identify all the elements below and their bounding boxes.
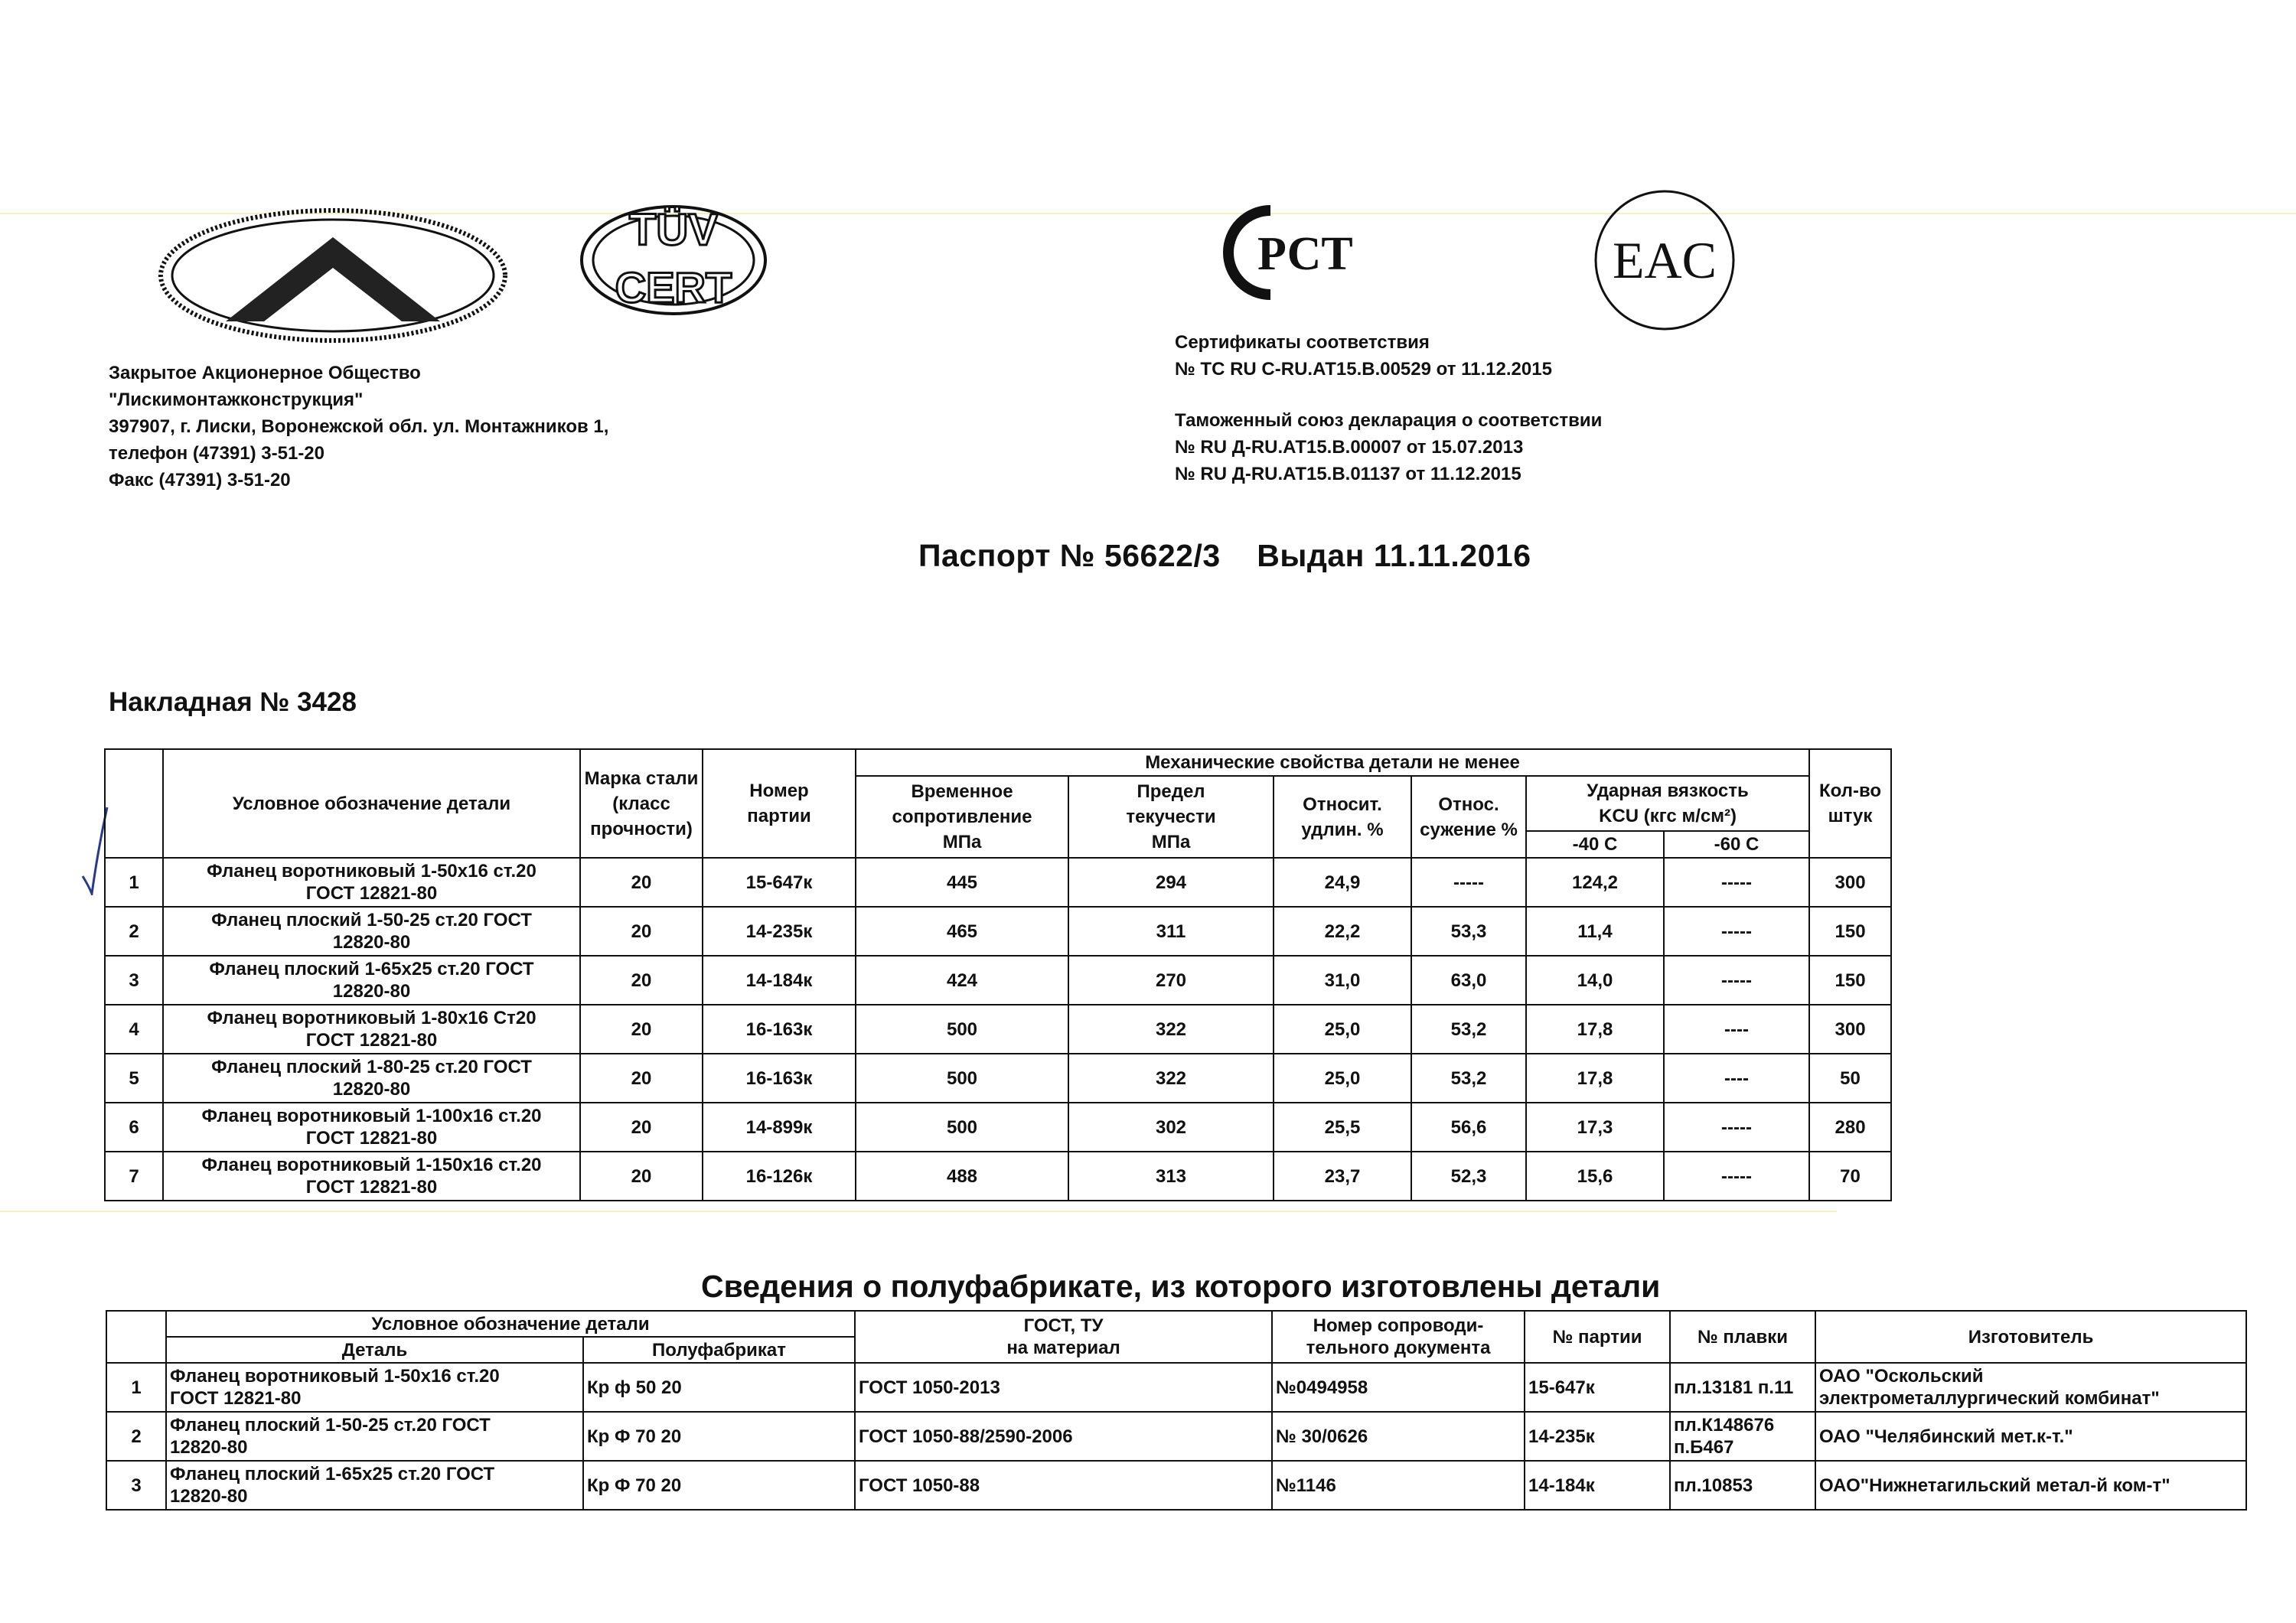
- row-impact-60: -----: [1664, 1103, 1809, 1152]
- company-info: [109, 360, 608, 494]
- row-reduction: 53,2: [1411, 1054, 1526, 1103]
- company-line: телефон (47391) 3-51-20: [109, 443, 325, 464]
- row-batch: 14-184к: [703, 956, 856, 1005]
- row-yield: 322: [1068, 1005, 1274, 1054]
- header-gost: [855, 1311, 1272, 1363]
- row-number: 4: [105, 1005, 163, 1054]
- cert-line: № RU Д-RU.АТ15.В.00007 от 15.07.2013: [1175, 437, 1524, 458]
- row-designation: [163, 1005, 580, 1054]
- row-quantity: 150: [1809, 907, 1891, 956]
- row-batch: 16-126к: [703, 1152, 856, 1201]
- row-designation-line: Фланец воротниковый 1-100х16 ст.20: [201, 1106, 542, 1126]
- header-steel: Марка стали (класс прочности): [580, 749, 703, 858]
- row-impact-60: ----: [1664, 1005, 1809, 1054]
- row-gost: ГОСТ 1050-88/2590-2006: [855, 1412, 1272, 1461]
- row-number: 1: [105, 858, 163, 907]
- row-melt-line: п.Б467: [1674, 1437, 1734, 1458]
- row-quantity: 300: [1809, 1005, 1891, 1054]
- row-quantity: 70: [1809, 1152, 1891, 1201]
- row-elongation: 25,5: [1274, 1103, 1411, 1152]
- row-designation-line: Фланец плоский 1-50-25 ст.20 ГОСТ: [211, 910, 532, 930]
- row-elongation: 24,9: [1274, 858, 1411, 907]
- rst-logo: [1213, 199, 1366, 306]
- eac-text: EAC: [1613, 231, 1717, 289]
- row-maker-line: электрометаллургический комбинат": [1819, 1388, 2160, 1409]
- row-yield: 322: [1068, 1054, 1274, 1103]
- header-semi: Полуфабрикат: [583, 1337, 855, 1363]
- header-batch: № партии: [1525, 1311, 1670, 1363]
- row-yield: 270: [1068, 956, 1274, 1005]
- row-detail-line: 12820-80: [170, 1486, 248, 1507]
- semi-product-table: [106, 1310, 2247, 1511]
- tuv-cert-logo: [578, 180, 769, 321]
- header-document: [1272, 1311, 1525, 1363]
- row-batch: 14-235к: [703, 907, 856, 956]
- row-designation-line: ГОСТ 12821-80: [305, 1030, 438, 1051]
- company-line: Факс (47391) 3-51-20: [109, 470, 291, 490]
- row-designation-line: ГОСТ 12821-80: [305, 1177, 438, 1198]
- row-designation-line: 12820-80: [332, 1079, 411, 1100]
- row-tensile: 465: [856, 907, 1068, 956]
- row-elongation: 25,0: [1274, 1054, 1411, 1103]
- row-maker: [1815, 1363, 2246, 1412]
- row-impact-40: 15,6: [1526, 1152, 1664, 1201]
- row-elongation: 25,0: [1274, 1005, 1411, 1054]
- table-row: [106, 1461, 2246, 1510]
- table-row: [105, 1103, 1891, 1152]
- table-row: [105, 1152, 1891, 1201]
- row-document: № 30/0626: [1272, 1412, 1525, 1461]
- row-melt: [1670, 1412, 1815, 1461]
- row-batch: 14-899к: [703, 1103, 856, 1152]
- row-designation: [163, 956, 580, 1005]
- header-number: [105, 749, 163, 858]
- header-batch: Номер партии: [703, 749, 856, 858]
- row-impact-40: 17,8: [1526, 1005, 1664, 1054]
- row-designation-line: Фланец воротниковый 1-150х16 ст.20: [201, 1155, 542, 1175]
- header-designation: Условное обозначение детали: [166, 1311, 855, 1337]
- row-tensile: 424: [856, 956, 1068, 1005]
- row-number: 2: [106, 1412, 166, 1461]
- logo-bar: [0, 172, 2296, 325]
- row-document: №0494958: [1272, 1363, 1525, 1412]
- row-number: 1: [106, 1363, 166, 1412]
- row-steel: 20: [580, 1103, 703, 1152]
- row-steel: 20: [580, 1152, 703, 1201]
- header-tensile: Временное сопротивление МПа: [856, 776, 1068, 858]
- row-detail-line: Фланец плоский 1-50-25 ст.20 ГОСТ: [170, 1415, 491, 1436]
- row-designation: [163, 858, 580, 907]
- row-maker-line: ОАО "Оскольский: [1819, 1366, 1984, 1387]
- row-steel: 20: [580, 956, 703, 1005]
- company-line: Закрытое Акционерное Общество: [109, 363, 421, 383]
- row-tensile: 445: [856, 858, 1068, 907]
- header-detail: Деталь: [166, 1337, 583, 1363]
- header-number: [106, 1311, 166, 1363]
- row-designation: [163, 1103, 580, 1152]
- header-t60: -60 С: [1664, 831, 1809, 858]
- passport-title: Паспорт № 56622/3 Выдан 11.11.2016: [918, 538, 1531, 573]
- row-semi-product: Кр Ф 70 20: [583, 1412, 855, 1461]
- row-batch: 14-184к: [1525, 1461, 1670, 1510]
- row-maker: ОАО "Челябинский мет.к-т.": [1815, 1412, 2246, 1461]
- row-tensile: 488: [856, 1152, 1068, 1201]
- rst-text: РСТ: [1257, 228, 1353, 280]
- row-gost: ГОСТ 1050-2013: [855, 1363, 1272, 1412]
- row-impact-40: 17,8: [1526, 1054, 1664, 1103]
- header-designation: Условное обозначение детали: [163, 749, 580, 858]
- row-reduction: 56,6: [1411, 1103, 1526, 1152]
- row-batch: 15-647к: [703, 858, 856, 907]
- row-reduction: 53,2: [1411, 1005, 1526, 1054]
- table-row: [105, 1005, 1891, 1054]
- cert-line: № RU Д-RU.АТ15.В.01137 от 11.12.2015: [1175, 464, 1521, 484]
- row-batch: 15-647к: [1525, 1363, 1670, 1412]
- row-designation-line: Фланец плоский 1-80-25 ст.20 ГОСТ: [211, 1057, 532, 1077]
- company-line: 397907, г. Лиски, Воронежской обл. ул. Монтажников 1,: [109, 416, 609, 437]
- row-reduction: 53,3: [1411, 907, 1526, 956]
- cert-line: Сертификаты соответствия: [1175, 332, 1430, 353]
- table-row: [106, 1363, 2246, 1412]
- company-logo: [157, 207, 509, 344]
- scan-line: [0, 1211, 1837, 1212]
- header-qty: Кол-во штук: [1809, 749, 1891, 858]
- row-designation-line: ГОСТ 12821-80: [305, 883, 438, 904]
- row-designation: [163, 907, 580, 956]
- row-quantity: 150: [1809, 956, 1891, 1005]
- row-semi-product: Кр Ф 70 20: [583, 1461, 855, 1510]
- row-number: 5: [105, 1054, 163, 1103]
- row-impact-40: 124,2: [1526, 858, 1664, 907]
- row-document: №1146: [1272, 1461, 1525, 1510]
- cert-text: CERT: [615, 263, 732, 311]
- row-tensile: 500: [856, 1005, 1068, 1054]
- row-impact-40: 14,0: [1526, 956, 1664, 1005]
- table-row: [105, 956, 1891, 1005]
- row-detail-line: ГОСТ 12821-80: [170, 1388, 302, 1409]
- certificates-info: [1175, 329, 1602, 487]
- row-detail-line: Фланец воротниковый 1-50х16 ст.20: [170, 1366, 500, 1387]
- tuv-text: TÜV: [629, 205, 718, 255]
- row-steel: 20: [580, 907, 703, 956]
- row-elongation: 22,2: [1274, 907, 1411, 956]
- row-yield: 313: [1068, 1152, 1274, 1201]
- row-designation-line: ГОСТ 12821-80: [305, 1128, 438, 1149]
- row-reduction: 63,0: [1411, 956, 1526, 1005]
- header-document-line: тельного документа: [1306, 1338, 1491, 1358]
- company-line: "Лискимонтажконструкция": [109, 389, 364, 410]
- header-melt: № плавки: [1670, 1311, 1815, 1363]
- row-designation-line: Фланец воротниковый 1-80х16 Ст20: [207, 1008, 536, 1028]
- header-yield: Предел текучести МПа: [1068, 776, 1274, 858]
- row-detail: [166, 1461, 583, 1510]
- row-impact-40: 11,4: [1526, 907, 1664, 956]
- row-designation-line: Фланец плоский 1-65х25 ст.20 ГОСТ: [209, 959, 534, 979]
- eac-logo: [1592, 187, 1737, 333]
- row-melt-line: пл.К148676: [1674, 1415, 1775, 1436]
- row-impact-60: -----: [1664, 1152, 1809, 1201]
- row-maker: ОАО"Нижнетагильский метал-й ком-т": [1815, 1461, 2246, 1510]
- row-number: 3: [106, 1461, 166, 1510]
- row-elongation: 31,0: [1274, 956, 1411, 1005]
- row-number: 3: [105, 956, 163, 1005]
- header-t40: -40 С: [1526, 831, 1664, 858]
- header-reduction: Относ. сужение %: [1411, 776, 1526, 858]
- row-impact-60: ----: [1664, 1054, 1809, 1103]
- row-designation: [163, 1152, 580, 1201]
- row-impact-40: 17,3: [1526, 1103, 1664, 1152]
- row-tensile: 500: [856, 1054, 1068, 1103]
- table-row: [105, 907, 1891, 956]
- header-maker: Изготовитель: [1815, 1311, 2246, 1363]
- header-gost-line: ГОСТ, ТУ: [1023, 1315, 1104, 1336]
- row-steel: 20: [580, 858, 703, 907]
- row-yield: 294: [1068, 858, 1274, 907]
- header-mech: Механические свойства детали не менее: [856, 749, 1809, 776]
- invoice-number: Накладная № 3428: [109, 687, 357, 717]
- row-number: 6: [105, 1103, 163, 1152]
- row-detail: [166, 1363, 583, 1412]
- row-number: 2: [105, 907, 163, 956]
- row-designation-line: 12820-80: [332, 981, 411, 1002]
- table-row: [106, 1412, 2246, 1461]
- cert-line: № ТС RU C-RU.АТ15.В.00529 от 11.12.2015: [1175, 359, 1552, 380]
- row-melt: пл.13181 п.11: [1670, 1363, 1815, 1412]
- row-yield: 302: [1068, 1103, 1274, 1152]
- header-impact: Ударная вязкость KCU (кгс м/см²): [1526, 776, 1809, 831]
- row-batch: 16-163к: [703, 1005, 856, 1054]
- row-detail-line: 12820-80: [170, 1437, 248, 1458]
- row-reduction: -----: [1411, 858, 1526, 907]
- row-quantity: 50: [1809, 1054, 1891, 1103]
- row-designation-line: 12820-80: [332, 932, 411, 953]
- mechanical-properties-table: [104, 748, 1892, 1201]
- row-designation-line: Фланец воротниковый 1-50х16 ст.20: [207, 861, 536, 882]
- row-steel: 20: [580, 1054, 703, 1103]
- row-batch: 16-163к: [703, 1054, 856, 1103]
- row-semi-product: Кр ф 50 20: [583, 1363, 855, 1412]
- header-gost-line: на материал: [1006, 1338, 1120, 1358]
- row-melt: пл.10853: [1670, 1461, 1815, 1510]
- section-title: Сведения о полуфабрикате, из которого изготовлены детали: [701, 1269, 1661, 1304]
- cert-line: Таможенный союз декларация о соответствии: [1175, 410, 1603, 431]
- row-steel: 20: [580, 1005, 703, 1054]
- table-row: [105, 1054, 1891, 1103]
- row-detail: [166, 1412, 583, 1461]
- row-impact-60: -----: [1664, 907, 1809, 956]
- row-tensile: 500: [856, 1103, 1068, 1152]
- row-quantity: 280: [1809, 1103, 1891, 1152]
- row-yield: 311: [1068, 907, 1274, 956]
- row-impact-60: -----: [1664, 956, 1809, 1005]
- header-elong: Относит. удлин. %: [1274, 776, 1411, 858]
- row-quantity: 300: [1809, 858, 1891, 907]
- row-reduction: 52,3: [1411, 1152, 1526, 1201]
- row-detail-line: Фланец плоский 1-65х25 ст.20 ГОСТ: [170, 1464, 495, 1484]
- header-document-line: Номер сопроводи-: [1313, 1315, 1484, 1336]
- row-elongation: 23,7: [1274, 1152, 1411, 1201]
- row-impact-60: -----: [1664, 858, 1809, 907]
- row-batch: 14-235к: [1525, 1412, 1670, 1461]
- row-number: 7: [105, 1152, 163, 1201]
- table-row: [105, 858, 1891, 907]
- row-gost: ГОСТ 1050-88: [855, 1461, 1272, 1510]
- row-designation: [163, 1054, 580, 1103]
